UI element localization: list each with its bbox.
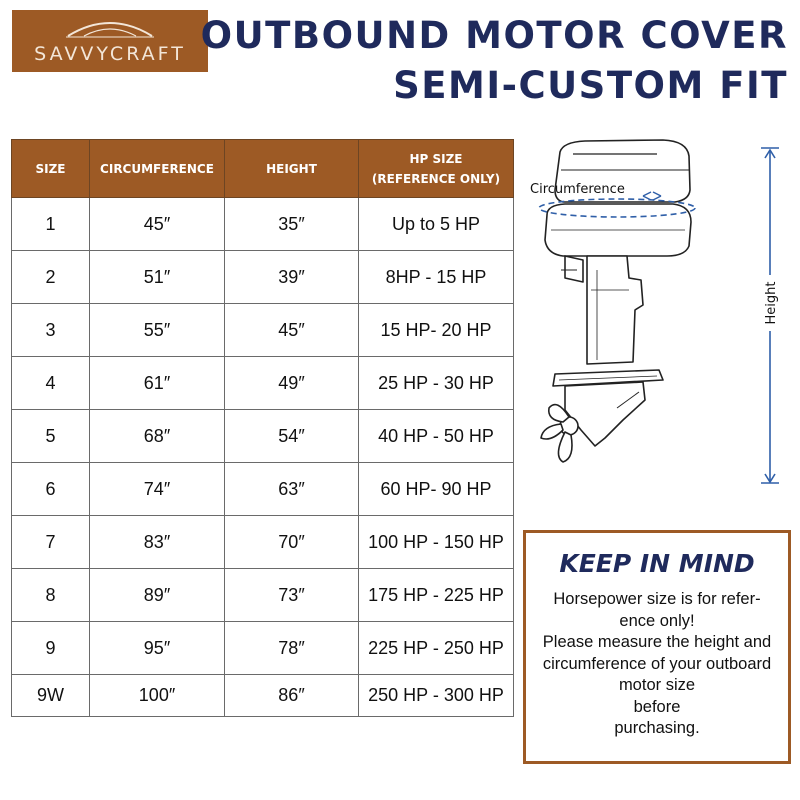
cell-height: 39″ xyxy=(225,251,359,304)
cell-circumference: 83″ xyxy=(90,516,225,569)
cell-circumference: 51″ xyxy=(90,251,225,304)
cell-height: 86″ xyxy=(225,675,359,717)
cell-size: 7 xyxy=(12,516,90,569)
cell-height: 45″ xyxy=(225,304,359,357)
keep-in-mind-line: purchasing. xyxy=(614,719,700,737)
table-row xyxy=(12,251,514,304)
cell-height: 73″ xyxy=(225,569,359,622)
brand-logo xyxy=(12,10,208,72)
header-size: SIZE xyxy=(12,140,90,198)
cell-size: 3 xyxy=(12,304,90,357)
height-label: Height xyxy=(764,281,779,325)
cell-hp: 225 HP - 250 HP xyxy=(359,622,514,675)
size-chart-table xyxy=(11,139,514,717)
cell-height: 78″ xyxy=(225,622,359,675)
keep-in-mind-line: before xyxy=(633,697,681,716)
table-row xyxy=(12,198,514,251)
keep-in-mind-line: Please measure the height and xyxy=(542,633,772,651)
cell-size: 4 xyxy=(12,357,90,410)
cell-circumference: 45″ xyxy=(90,198,225,251)
cell-circumference: 100″ xyxy=(90,675,225,717)
header-hp-size xyxy=(359,140,514,198)
cell-size: 1 xyxy=(12,198,90,251)
table-row xyxy=(12,304,514,357)
cell-hp: 8HP - 15 HP xyxy=(359,251,514,304)
cell-circumference: 55″ xyxy=(90,304,225,357)
cell-circumference: 74″ xyxy=(90,463,225,516)
cell-size: 9 xyxy=(12,622,90,675)
logo-arc-icon xyxy=(64,16,156,40)
table-row xyxy=(12,516,514,569)
table-row xyxy=(12,357,514,410)
table-header-row xyxy=(12,140,514,198)
cell-circumference: 89″ xyxy=(90,569,225,622)
table-row xyxy=(12,569,514,622)
keep-in-mind-line: circumference of your outboard xyxy=(542,654,772,673)
keep-in-mind-line: ence only! xyxy=(619,611,695,630)
header-height: HEIGHT xyxy=(225,140,359,198)
keep-in-mind-box xyxy=(523,530,791,764)
cell-hp: 250 HP - 300 HP xyxy=(359,675,514,717)
keep-in-mind-title: KEEP IN MIND xyxy=(559,549,755,578)
cell-hp: 15 HP- 20 HP xyxy=(359,304,514,357)
cell-hp: 25 HP - 30 HP xyxy=(359,357,514,410)
header-circumference: CIRCUMFERENCE xyxy=(90,140,225,198)
keep-in-mind-line: Horsepower size is for refer- xyxy=(553,590,761,608)
header-hp-line1: HP SIZE xyxy=(409,151,463,166)
cell-size: 5 xyxy=(12,410,90,463)
logo-text: SAVVYCRAFT xyxy=(34,43,186,65)
circumference-label: Circumference xyxy=(530,182,625,197)
cell-height: 54″ xyxy=(225,410,359,463)
cell-height: 35″ xyxy=(225,198,359,251)
table-row xyxy=(12,622,514,675)
cell-height: 63″ xyxy=(225,463,359,516)
cell-hp: Up to 5 HP xyxy=(359,198,514,251)
table-row xyxy=(12,410,514,463)
cell-hp: 100 HP - 150 HP xyxy=(359,516,514,569)
keep-in-mind-line: motor size xyxy=(618,676,696,694)
cell-size: 2 xyxy=(12,251,90,304)
cell-hp: 60 HP- 90 HP xyxy=(359,463,514,516)
cell-size: 6 xyxy=(12,463,90,516)
cell-hp: 40 HP - 50 HP xyxy=(359,410,514,463)
cell-hp: 175 HP - 225 HP xyxy=(359,569,514,622)
cell-size: 8 xyxy=(12,569,90,622)
cell-circumference: 68″ xyxy=(90,410,225,463)
table-row xyxy=(12,463,514,516)
page-title-line2: SEMI-CUSTOM FIT xyxy=(393,64,788,107)
cell-size: 9W xyxy=(12,675,90,717)
table-row xyxy=(12,675,514,717)
cell-height: 49″ xyxy=(225,357,359,410)
cell-circumference: 95″ xyxy=(90,622,225,675)
cell-circumference: 61″ xyxy=(90,357,225,410)
header-hp-line2: (REFERENCE ONLY) xyxy=(371,171,501,186)
outboard-motor-diagram xyxy=(525,130,800,505)
page-title-line1: OUTBOUND MOTOR COVER xyxy=(200,14,788,57)
cell-height: 70″ xyxy=(225,516,359,569)
